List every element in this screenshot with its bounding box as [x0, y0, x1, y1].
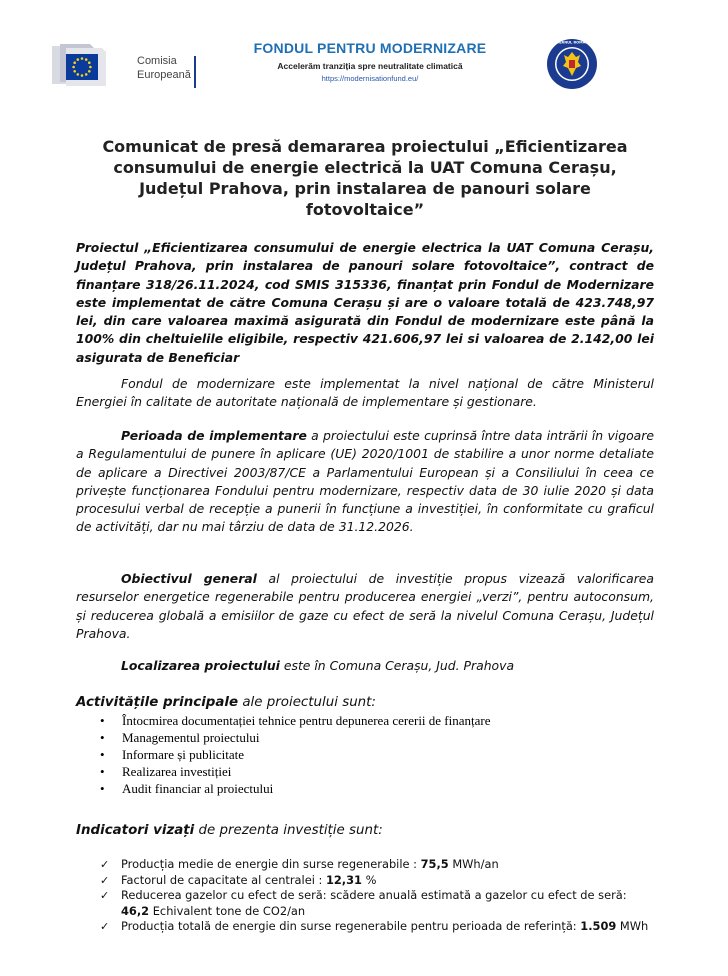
- period-label: Perioada de implementare: [121, 428, 307, 443]
- gov-seal-text: GUVERNUL ROMÂNIEI: [550, 40, 594, 45]
- ec-name-line2: Europeană: [137, 69, 191, 81]
- ec-divider: [194, 56, 196, 88]
- eu-flag-icon: [50, 44, 118, 88]
- indicator-item: [100, 888, 656, 919]
- indicator-text: Producția totală de energie din surse regenerabile pentru perioada de referință:: [121, 919, 581, 934]
- location-label: Localizarea proiectului: [121, 658, 280, 673]
- indicator-value: 12,31: [325, 872, 362, 887]
- location-text: este în Comuna Cerașu, Jud. Prahova: [279, 658, 515, 673]
- indicator-item: [100, 873, 656, 889]
- period-paragraph: [76, 427, 654, 537]
- activities-heading: [76, 694, 654, 712]
- list-item: • Întocmirea documentației tehnice pentru depunerea cererii de finanțare: [100, 712, 620, 729]
- objective-text: al proiectului de investiție propus vizează valorificarea resurselor energetice regenerabile pentru producerea energiei „verzi”, pentru autoconsum, și reducerea globală a emisiilor de gaze cu efect de seră la nivelul Comuna Cerașu, Județul Prahova.: [76, 571, 655, 641]
- ec-name: [137, 54, 191, 82]
- objective-paragraph: [76, 570, 654, 643]
- modernisation-fund-logo: [245, 40, 495, 83]
- indicators-heading: [76, 822, 654, 840]
- fund-subtitle: Accelerăm tranziția spre neutralitate climatică: [277, 61, 463, 71]
- indicator-text: Reducerea gazelor cu efect de seră: scădere anuală estimată a gazelor cu efect de seră:: [121, 888, 627, 903]
- fund-title: FONDUL PENTRU MODERNIZARE: [253, 40, 487, 56]
- checkmark-icon: ✓: [100, 889, 110, 903]
- indicator-text: Factorul de capacitate al centralei :: [121, 872, 326, 887]
- indicator-text: Producția medie de energie din surse regenerabile :: [121, 857, 421, 871]
- activities-label: Activitățile principale: [76, 695, 239, 710]
- list-item: • Audit financiar al proiectului: [100, 780, 620, 797]
- fund-url[interactable]: https://modernisationfund.eu/: [321, 74, 419, 83]
- indicator-unit: MWh: [616, 919, 649, 934]
- european-commission-logo: [50, 44, 202, 88]
- fund-paragraph: Fondul de modernizare este implementat la nivel național de către Ministerul Energiei în calitate de autoritate națională de implementare și gestionare.: [76, 376, 654, 410]
- document-title: Comunicat de presă demararea proiectului „Eficientizarea consumului de energie electrică la UAT Comuna Cerașu, Județul Prahova, prin instalarea de panouri solare fotovoltaice”: [102, 137, 628, 219]
- intro-paragraph: Proiectul „Eficientizarea consumului de energie electrica la UAT Comuna Cerașu, Județul Prahova, prin instalarea de panouri solare fotovoltaice”, contract de finanțare 318/26.11.2024, cod SMIS 315336, finanțat prin Fondul de Modernizare este implementat de către Comuna Cerașu și are o valoare totală de 423.748,97 lei, din care valoarea maximă asigurată din Fondul de modernizare este până la 100% din cheltuielile eligibile, respectiv 421.606,97 lei si valoarea de 2.142,00 lei asigurata de Beneficiar: [76, 240, 654, 365]
- indicators-list: [100, 857, 656, 935]
- location-paragraph: [76, 657, 654, 675]
- indicator-unit: Echivalent tone de CO2/an: [149, 903, 306, 918]
- list-item: • Realizarea investiției: [100, 763, 620, 780]
- list-item: • Informare și publicitate: [100, 746, 620, 763]
- activities-list: [100, 712, 620, 797]
- period-text: a proiectului este cuprinsă între data intrării în vigoare a Regulamentului de punere în aplicare (UE) 2020/1001 de stabilire a unor norme detaliate de aplicare a Directivei 2003/87/CE a Parlamentului European și a Consiliului în ceea ce privește funcționarea Fondului pentru modernizare, respectiv data de 30 iulie 2020 și data procesului verbal de recepție a punerii în funcțiune a investiției, în conformitate cu graficul de activități, dar nu mai târziu de data de 31.12.2026.: [76, 428, 654, 535]
- checkmark-icon: ✓: [100, 920, 110, 934]
- indicator-item: [100, 919, 656, 935]
- indicator-unit: MWh/an: [448, 857, 499, 871]
- checkmark-icon: ✓: [100, 873, 110, 887]
- government-seal-icon: [546, 38, 598, 90]
- indicator-value: 1.509: [580, 919, 617, 934]
- indicators-label-rest: de prezenta investiție sunt:: [194, 823, 383, 838]
- indicator-value: 46,2: [121, 903, 150, 918]
- indicator-unit: %: [361, 872, 377, 887]
- indicator-value: 75,5: [420, 857, 449, 871]
- activities-label-rest: ale proiectului sunt:: [238, 695, 376, 710]
- indicators-label: Indicatori vizați: [76, 823, 195, 838]
- ec-name-line1: Comisia: [137, 55, 177, 67]
- list-item: • Managementul proiectului: [100, 729, 620, 746]
- indicator-item: [100, 857, 656, 873]
- objective-label: Obiectivul general: [121, 571, 257, 586]
- checkmark-icon: ✓: [100, 858, 110, 871]
